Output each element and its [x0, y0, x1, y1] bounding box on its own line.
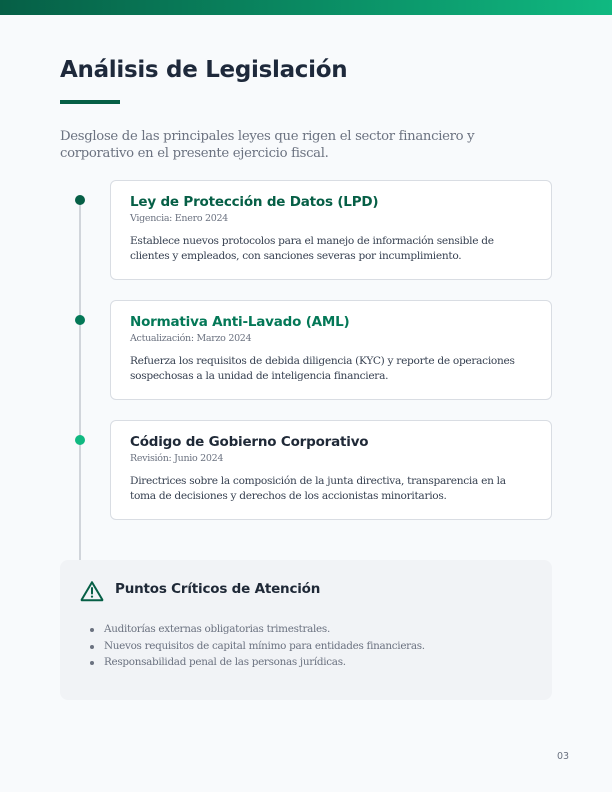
title-underline	[60, 100, 120, 104]
page-subtitle: Desglose de las principales leyes que rigen el sector financiero y corporativo en el presente ejercicio fiscal.	[60, 129, 475, 161]
card-description: Establece nuevos protocolos para el manejo de información sensible de clientes y empleados, con sanciones severas por incumplimiento.	[130, 235, 494, 262]
card-date: Vigencia: Enero 2024	[130, 213, 228, 224]
timeline-line	[79, 200, 81, 560]
page-number: 03	[557, 751, 570, 762]
card-date: Revisión: Junio 2024	[130, 453, 224, 464]
warning-triangle-icon	[80, 580, 104, 602]
timeline-card-lpd	[110, 180, 552, 280]
timeline-dot	[75, 315, 85, 325]
card-title: Normativa Anti-Lavado (AML)	[130, 314, 350, 330]
card-date: Actualización: Marzo 2024	[130, 333, 252, 344]
top-accent-bar	[0, 0, 612, 15]
card-title: Código de Gobierno Corporativo	[130, 434, 369, 450]
critical-points-list	[88, 621, 425, 671]
timeline-dot	[75, 195, 85, 205]
timeline-card-governance	[110, 420, 552, 520]
critical-points-box	[60, 560, 552, 700]
alert-title: Puntos Críticos de Atención	[115, 581, 321, 597]
timeline-card-aml	[110, 300, 552, 400]
list-item: Responsabilidad penal de las personas jurídicas.	[88, 654, 425, 671]
card-title: Ley de Protección de Datos (LPD)	[130, 194, 379, 210]
page-title: Análisis de Legislación	[60, 57, 348, 83]
timeline-dot	[75, 435, 85, 445]
card-description: Refuerza los requisitos de debida diligencia (KYC) y reporte de operaciones sospechosas a la unidad de inteligencia financiera.	[130, 355, 515, 382]
list-item: Auditorías externas obligatorias trimestrales.	[88, 621, 425, 638]
list-item: Nuevos requisitos de capital mínimo para entidades financieras.	[88, 638, 425, 655]
card-description: Directrices sobre la composición de la junta directiva, transparencia en la toma de decisiones y derechos de los accionistas minoritarios.	[130, 475, 506, 502]
